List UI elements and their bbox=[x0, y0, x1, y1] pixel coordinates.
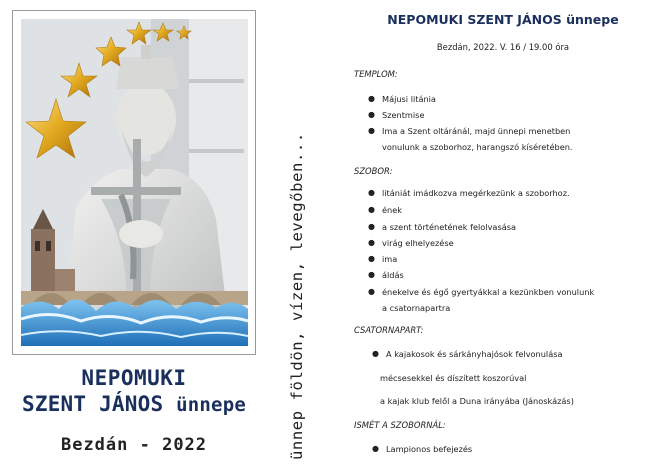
photo-frame bbox=[12, 10, 256, 355]
list-item: ● Lampionos befejezés bbox=[372, 444, 473, 454]
list-item: ● a szent történetének felolvasása bbox=[368, 222, 517, 232]
list-item: ● litániát imádkozva megérkezünk a szoborhoz. bbox=[368, 188, 570, 198]
list-item: ● Májusi litánia bbox=[368, 94, 436, 104]
list-item-continuation: mécsesekkel és díszített koszorúval bbox=[380, 373, 527, 383]
poster-place-year: Bezdán - 2022 bbox=[60, 435, 208, 455]
poster-title-line2 bbox=[0, 392, 268, 416]
list-item: ● A kajakosok és sárkányhajósok felvonulása bbox=[372, 349, 563, 359]
poster-title-feast: ünnepe bbox=[176, 394, 246, 416]
vertical-slogan: ünnep földön, vízen, levegőben... bbox=[288, 132, 306, 460]
list-item: ● ének bbox=[368, 205, 403, 215]
list-item-continuation: vonulunk a szoborhoz, harangszó kíséretében. bbox=[382, 142, 573, 152]
list-item: ● virág elhelyezése bbox=[368, 238, 454, 248]
bullet-icon: ● bbox=[368, 254, 375, 263]
statue-illustration bbox=[21, 19, 248, 346]
bullet-icon: ● bbox=[372, 444, 379, 453]
section-heading-csatornapart: CSATORNAPART: bbox=[354, 325, 424, 335]
section-heading-templom: TEMPLOM: bbox=[354, 69, 398, 79]
bullet-icon: ● bbox=[368, 270, 375, 279]
bullet-icon: ● bbox=[372, 349, 379, 358]
list-item-continuation: a kajak klub felől a Duna irányába (Jánoskázás) bbox=[380, 396, 574, 406]
list-item: ● Ima a Szent oltáránál, majd ünnepi menetben bbox=[368, 126, 571, 136]
bullet-icon: ● bbox=[368, 188, 375, 197]
list-item-continuation: a csatornapartra bbox=[382, 303, 451, 313]
bullet-icon: ● bbox=[368, 94, 375, 103]
list-item: ● énekelve és égő gyertyákkal a kezünkben vonulunk bbox=[368, 287, 595, 297]
bullet-icon: ● bbox=[368, 205, 375, 214]
bullet-icon: ● bbox=[368, 126, 375, 135]
section-heading-szobor: SZOBOR: bbox=[354, 166, 393, 176]
statue-photo bbox=[21, 19, 248, 346]
list-item: ● áldás bbox=[368, 270, 404, 280]
poster-title-line1: NEPOMUKI bbox=[81, 366, 187, 390]
bullet-icon: ● bbox=[368, 222, 375, 231]
list-item: ● Szentmise bbox=[368, 110, 425, 120]
bullet-icon: ● bbox=[368, 110, 375, 119]
list-item: ● ima bbox=[368, 254, 398, 264]
program-title: NEPOMUKI SZENT JÁNOS ünnepe bbox=[387, 12, 619, 27]
bullet-icon: ● bbox=[368, 287, 375, 296]
section-heading-szobornal: ISMÉT A SZOBORNÁL: bbox=[354, 420, 446, 430]
poster-title-name: SZENT JÁNOS bbox=[22, 392, 164, 416]
bullet-icon: ● bbox=[368, 238, 375, 247]
program-subtitle: Bezdán, 2022. V. 16 / 19.00 óra bbox=[436, 42, 570, 52]
